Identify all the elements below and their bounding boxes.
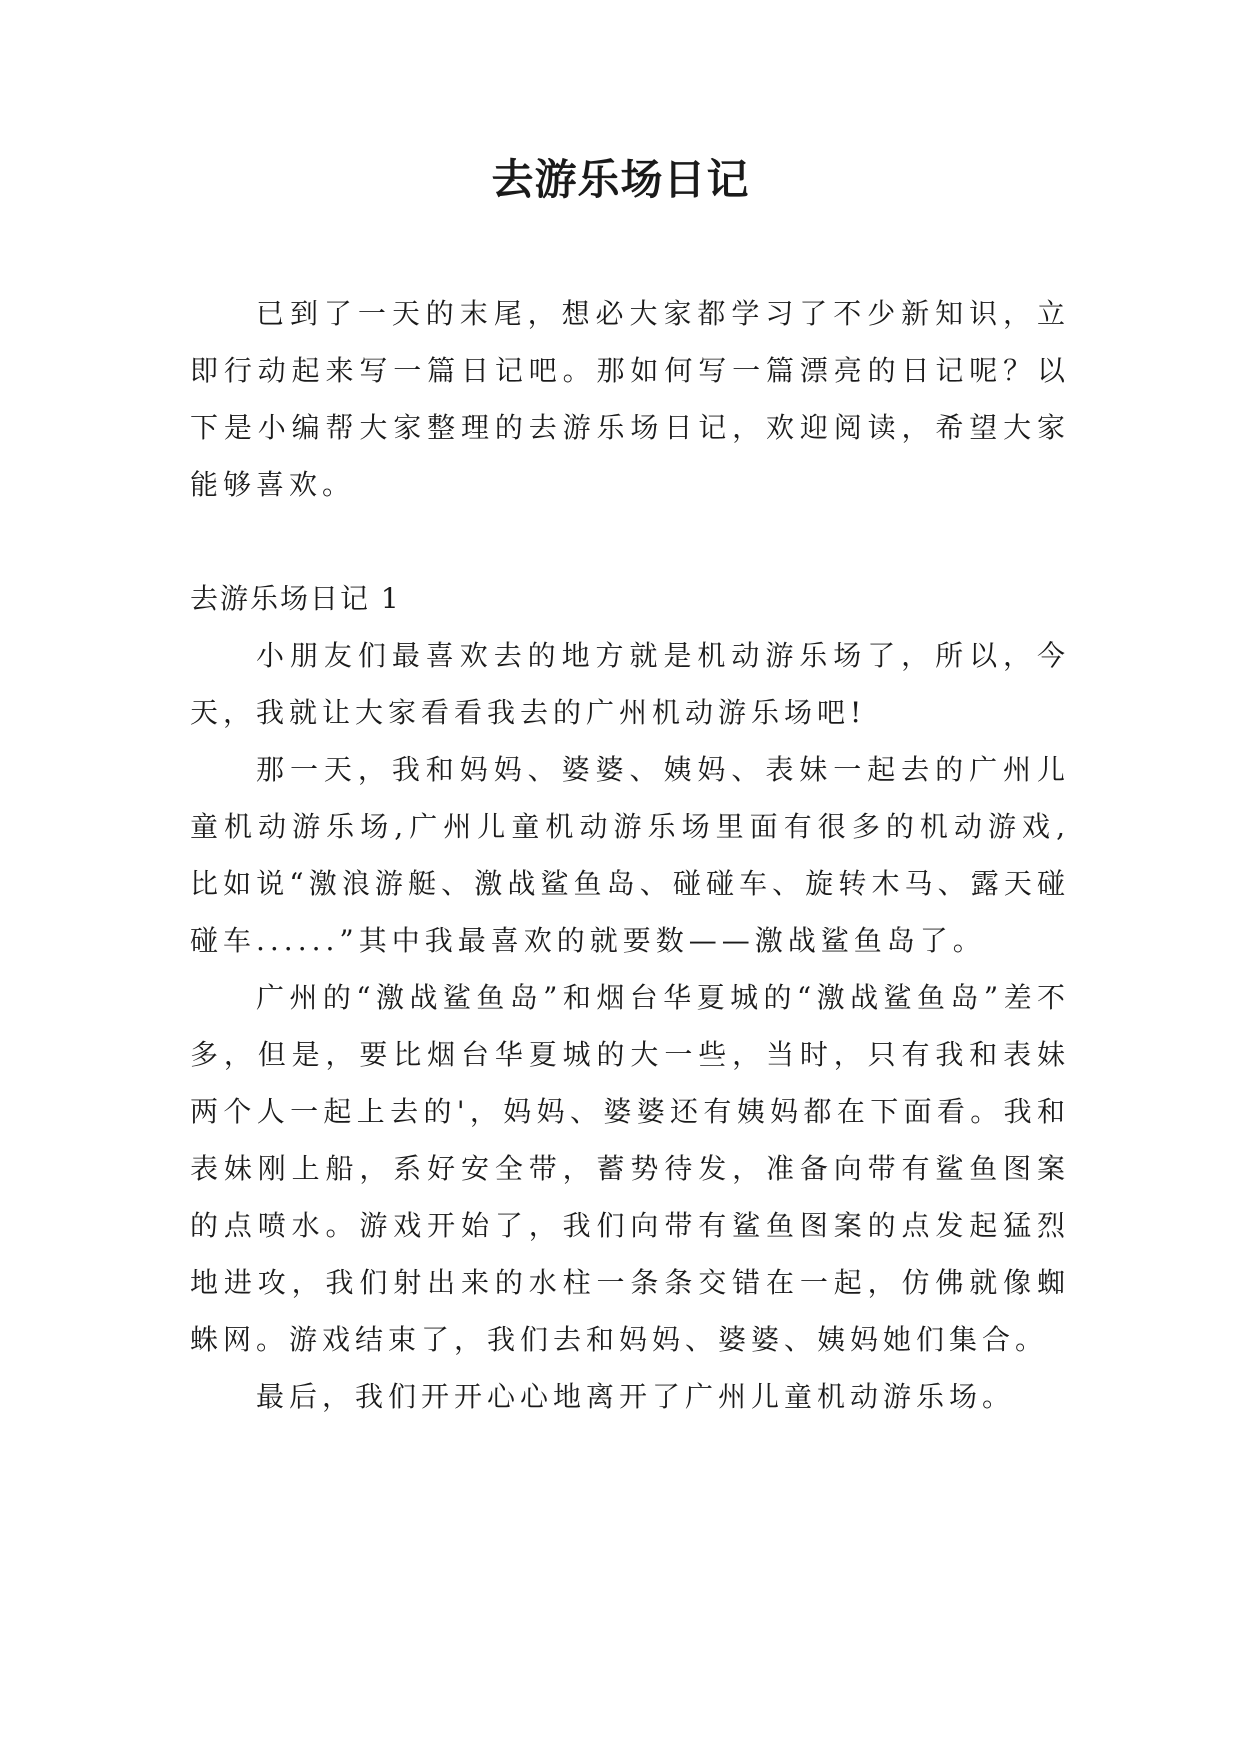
intro-paragraph: 已到了一天的末尾，想必大家都学习了不少新知识，立即行动起来写一篇日记吧。那如何写一篇漂亮的日记呢？以下是小编帮大家整理的去游乐场日记，欢迎阅读，希望大家能够喜欢。 xyxy=(190,297,1070,501)
document-title: 去游乐场日记 xyxy=(491,155,750,204)
section-heading: 去游乐场日记 1 xyxy=(190,582,401,615)
document-body xyxy=(190,285,1070,1425)
body-paragraph: 最后，我们开开心心地离开了广州儿童机动游乐场。 xyxy=(256,1380,1016,1413)
body-paragraph: 广州的“激战鲨鱼岛”和烟台华夏城的“激战鲨鱼岛”差不多，但是，要比烟台华夏城的大一些，当时，只有我和表妹两个人一起上去的'，妈妈、婆婆还有姨妈都在下面看。我和表妹刚上船，系好安全带，蓄势待发，准备向带有鲨鱼图案的点喷水。游戏开始了，我们向带有鲨鱼图案的点发起猛烈地进攻，我们射出来的水柱一条条交错在一起，仿佛就像蜘蛛网。游戏结束了，我们去和妈妈、婆婆、姨妈她们集合。 xyxy=(190,981,1070,1356)
body-paragraph: 那一天，我和妈妈、婆婆、姨妈、表妹一起去的广州儿童机动游乐场,广州儿童机动游乐场里面有很多的机动游戏,比如说“激浪游艇、激战鲨鱼岛、碰碰车、旋转木马、露天碰碰车......”其中我最喜欢的就要数——激战鲨鱼岛了。 xyxy=(190,753,1070,957)
paragraph-gap xyxy=(190,513,1070,570)
body-paragraph: 小朋友们最喜欢去的地方就是机动游乐场了，所以，今天，我就让大家看看我去的广州机动游乐场吧! xyxy=(190,639,1070,729)
